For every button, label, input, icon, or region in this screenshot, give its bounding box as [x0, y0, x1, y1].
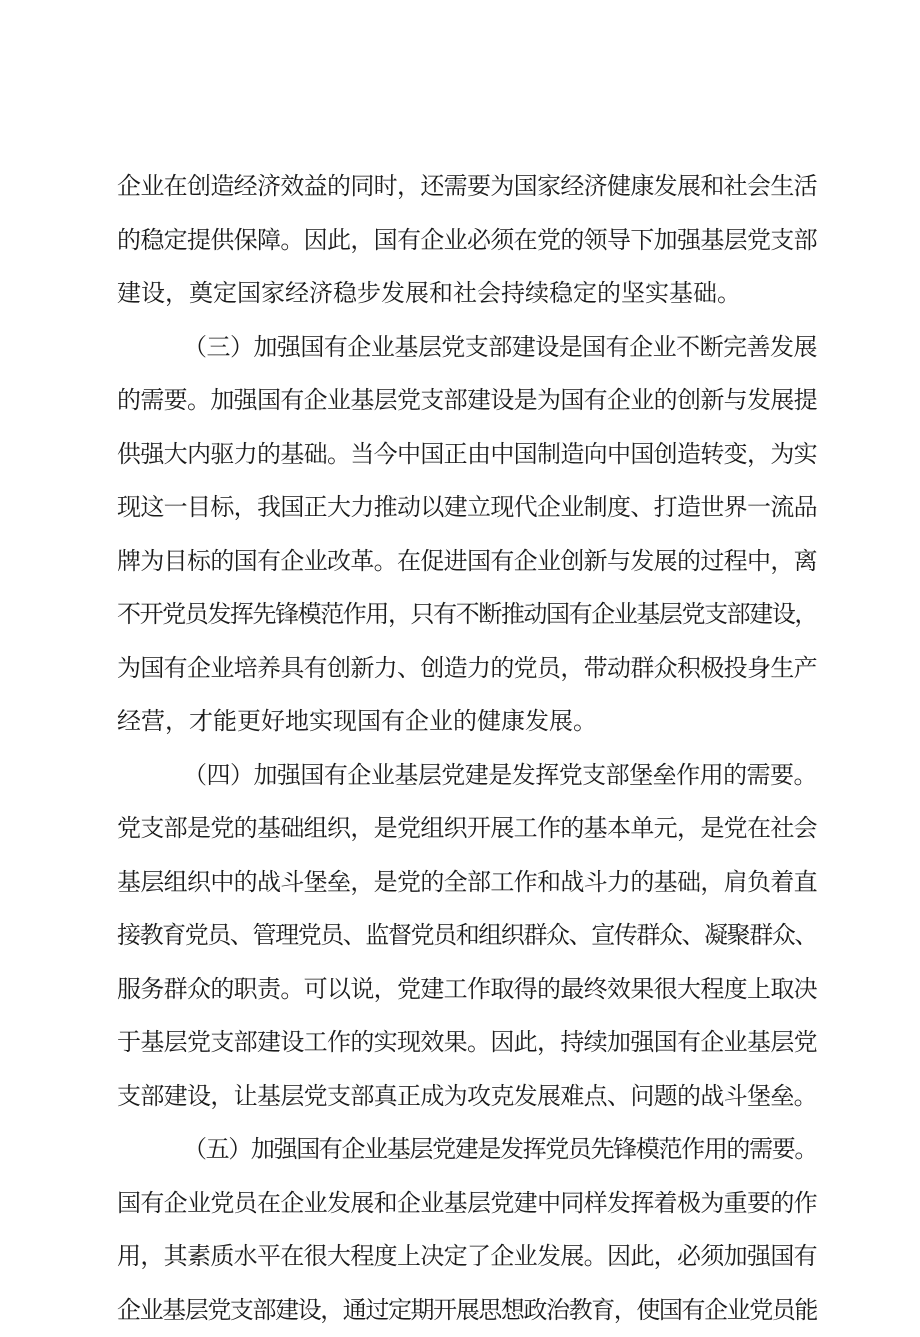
- text-line: 党支部是党的基础组织，是党组织开展工作的基本单元，是党在社会: [117, 802, 817, 856]
- text-line: 用，其素质水平在很大程度上决定了企业发展。因此，必须加强国有: [117, 1230, 817, 1284]
- text-line: 的稳定提供保障。因此，国有企业必须在党的领导下加强基层党支部: [117, 214, 817, 268]
- text-line: 基层组织中的战斗堡垒，是党的全部工作和战斗力的基础，肩负着直: [117, 856, 817, 910]
- text-line: 现这一目标，我国正大力推动以建立现代企业制度、打造世界一流品: [117, 481, 817, 535]
- text-line: 不开党员发挥先锋模范作用，只有不断推动国有企业基层党支部建设，: [117, 588, 817, 642]
- text-line: 为国有企业培养具有创新力、创造力的党员，带动群众积极投身生产: [117, 642, 817, 696]
- text-line: 经营，才能更好地实现国有企业的健康发展。: [117, 695, 817, 749]
- paragraph-heading-line: （四）加强国有企业基层党建是发挥党支部堡垒作用的需要。: [117, 749, 817, 803]
- text-line: 支部建设，让基层党支部真正成为攻克发展难点、问题的战斗堡垒。: [117, 1070, 817, 1124]
- document-body: [117, 160, 817, 1337]
- text-line: 的需要。加强国有企业基层党支部建设是为国有企业的创新与发展提: [117, 374, 817, 428]
- paragraph-heading-line: （三）加强国有企业基层党支部建设是国有企业不断完善发展: [117, 321, 817, 375]
- text-line: 供强大内驱力的基础。当今中国正由中国制造向中国创造转变，为实: [117, 428, 817, 482]
- text-line: 牌为目标的国有企业改革。在促进国有企业创新与发展的过程中，离: [117, 535, 817, 589]
- text-line: 企业在创造经济效益的同时，还需要为国家经济健康发展和社会生活: [117, 160, 817, 214]
- text-line: 服务群众的职责。可以说，党建工作取得的最终效果很大程度上取决: [117, 963, 817, 1017]
- text-line: 国有企业党员在企业发展和企业基层党建中同样发挥着极为重要的作: [117, 1177, 817, 1231]
- text-line: 接教育党员、管理党员、监督党员和组织群众、宣传群众、凝聚群众、: [117, 909, 817, 963]
- paragraph-heading-line: （五）加强国有企业基层党建是发挥党员先锋模范作用的需要。: [117, 1123, 817, 1177]
- text-line: 企业基层党支部建设，通过定期开展思想政治教育，使国有企业党员能: [117, 1284, 817, 1337]
- text-line: 建设，奠定国家经济稳步发展和社会持续稳定的坚实基础。: [117, 267, 817, 321]
- text-line: 于基层党支部建设工作的实现效果。因此，持续加强国有企业基层党: [117, 1016, 817, 1070]
